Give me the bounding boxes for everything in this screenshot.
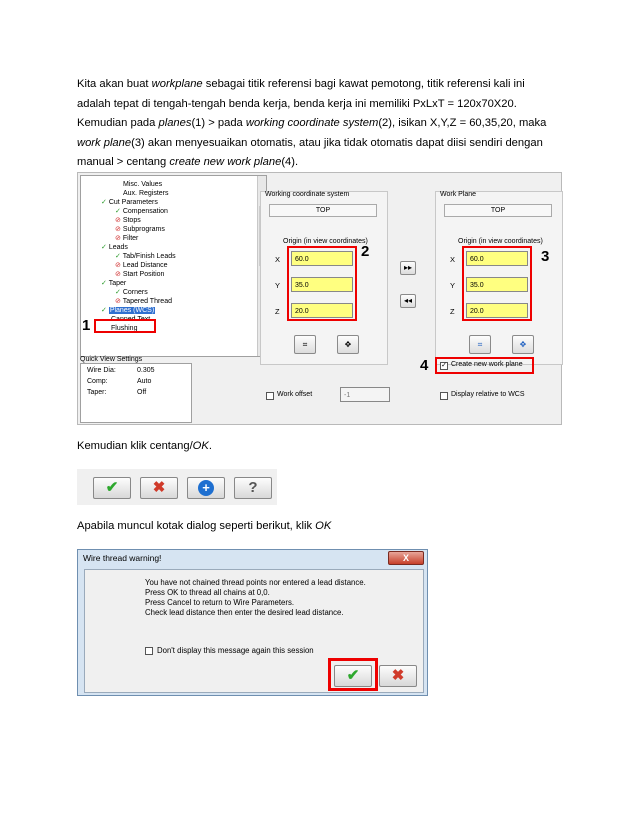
disabled-icon: ⊘ xyxy=(115,217,123,224)
wp-z-input[interactable]: 20.0 xyxy=(466,303,528,318)
work-offset-input[interactable]: -1 xyxy=(340,387,390,402)
x-icon: ✖ xyxy=(391,667,405,684)
dialog-message-line: Press OK to thread all chains at 0,0. xyxy=(145,588,270,597)
text-run: Kita akan buat xyxy=(77,78,152,90)
text-run: (3) akan menyesuaikan otomatis, atau jika tidak otomatis dapat diisi sendiri dengan manual > centang xyxy=(77,136,543,168)
check-icon: ✔ xyxy=(105,479,119,496)
qv-value: Auto xyxy=(137,378,152,385)
wcs-x-input[interactable]: 60.0 xyxy=(291,251,353,266)
display-relative-checkbox[interactable] xyxy=(440,392,448,400)
text-run-italic: OK xyxy=(315,520,332,532)
disabled-icon: ⊘ xyxy=(115,226,123,233)
wcs-y-input[interactable]: 35.0 xyxy=(291,277,353,292)
qv-key: Wire Dia: xyxy=(87,367,116,374)
wcs-view-field[interactable]: TOP xyxy=(269,204,377,217)
wcs-origin-label: Origin (in view coordinates) xyxy=(283,238,368,245)
tree-item-tab-finish-leads[interactable] xyxy=(115,252,176,261)
highlight-box-planes xyxy=(94,319,156,333)
text-run: sebagai titik referensi bagi kawat pemotong, titik referensi kali ini adalah tepat di tengah-tengah benda kerja, benda kerja ini memiliki PxLxT = 120x70X20. Kemudian pada xyxy=(77,78,525,129)
copy-left-button[interactable] xyxy=(400,294,416,308)
wcs-select-button[interactable] xyxy=(294,335,316,354)
tree-item-corners[interactable] xyxy=(115,288,148,297)
wp-select-button[interactable] xyxy=(469,335,491,354)
text-run-italic: workplane xyxy=(151,78,203,90)
marker-2: 2 xyxy=(361,243,370,260)
text-run: (4). xyxy=(281,156,299,168)
work-plane-panel xyxy=(435,191,563,365)
wcs-title: Working coordinate system xyxy=(265,191,350,198)
check-icon: ✓ xyxy=(101,307,109,314)
check-icon: ✓ xyxy=(101,199,109,206)
work-plane-title: Work Plane xyxy=(440,191,477,198)
wp-z-label: Z xyxy=(450,307,455,316)
dialog-instruction-paragraph xyxy=(77,517,557,537)
text-run: (2), isikan X,Y,Z = 60,35,20, maka xyxy=(378,117,547,129)
dialog-body xyxy=(84,569,424,693)
wp-move-button[interactable] xyxy=(512,335,534,354)
wcs-move-button[interactable] xyxy=(337,335,359,354)
ok-button[interactable] xyxy=(93,477,131,499)
x-icon: ✖ xyxy=(152,479,166,496)
text-run-italic: work plane xyxy=(77,136,132,149)
tree-item-aux-registers[interactable]: Aux. Registers xyxy=(123,190,169,197)
qv-key: Comp: xyxy=(87,378,108,385)
move-arrows-icon: ✥ xyxy=(519,340,527,349)
check-icon: ✓ xyxy=(101,244,109,251)
tree-item-filter[interactable] xyxy=(115,234,138,243)
copy-right-button[interactable] xyxy=(400,261,416,275)
tree-label: Lead Distance xyxy=(122,262,168,269)
step-ok-paragraph xyxy=(77,437,557,457)
highlight-box-work-plane xyxy=(462,246,532,321)
check-icon: ✓ xyxy=(101,280,109,287)
tree-item-misc-values[interactable]: Misc. Values xyxy=(123,181,163,188)
text-run-italic: OK xyxy=(192,440,209,452)
rewind-icon: ◂◂ xyxy=(403,296,413,305)
tree-label: Cut Parameters xyxy=(108,199,158,206)
dialog-ok-button[interactable] xyxy=(334,665,372,687)
disabled-icon: ⊘ xyxy=(115,271,123,278)
tree-label: Tab/Finish Leads xyxy=(122,253,176,260)
cancel-button[interactable] xyxy=(140,477,178,499)
button-bar-screenshot xyxy=(77,469,277,505)
wire-thread-warning-dialog xyxy=(77,549,428,696)
dialog-title: Wire thread warning! xyxy=(83,553,162,563)
dialog-message-line: You have not chained thread points nor entered a lead distance. xyxy=(145,578,366,587)
tree-label: Tapered Thread xyxy=(122,298,172,305)
tree-item-compensation[interactable] xyxy=(115,207,168,216)
tree-label: Leads xyxy=(108,244,128,251)
highlight-box-wcs xyxy=(287,246,357,321)
qv-value: Off xyxy=(137,389,147,396)
dont-display-checkbox[interactable] xyxy=(145,647,153,655)
check-icon: ✓ xyxy=(115,253,123,260)
add-button[interactable] xyxy=(187,477,225,499)
dialog-close-button[interactable]: X xyxy=(388,551,424,565)
move-arrows-icon: ✥ xyxy=(344,340,352,349)
work-plane-view-field[interactable]: TOP xyxy=(444,204,552,217)
display-relative-label: Display relative to WCS xyxy=(451,391,525,398)
wcs-z-label: Z xyxy=(275,307,280,316)
wire-parameters-screenshot xyxy=(77,172,562,425)
check-icon: ✓ xyxy=(115,289,123,296)
help-icon: ? xyxy=(248,479,258,496)
tree-item-stops[interactable] xyxy=(115,216,141,225)
plus-icon: + xyxy=(198,480,214,496)
disabled-icon: ⊘ xyxy=(115,298,123,305)
text-run: Kemudian klik centang/ xyxy=(77,440,193,452)
wcs-x-label: X xyxy=(275,255,281,264)
disabled-icon: ⊘ xyxy=(115,235,123,242)
tree-label: Start Position xyxy=(122,271,165,278)
text-run: (1) > pada xyxy=(191,117,246,129)
work-plane-origin-label: Origin (in view coordinates) xyxy=(458,238,543,245)
dialog-cancel-button[interactable] xyxy=(379,665,417,687)
tree-item-planes-wcs[interactable] xyxy=(101,306,155,315)
wp-y-input[interactable]: 35.0 xyxy=(466,277,528,292)
text-run: . xyxy=(208,440,212,452)
tree-label: Subprograms xyxy=(122,226,165,233)
quick-view-settings xyxy=(80,363,192,423)
tree-label: Planes (WCS) xyxy=(109,307,155,314)
create-work-plane-checkbox[interactable]: ✓ xyxy=(441,362,447,369)
wcs-panel xyxy=(260,191,388,365)
tree-label: Filter xyxy=(122,235,139,242)
tree-item-taper[interactable] xyxy=(101,279,126,288)
wcs-y-label: Y xyxy=(275,281,281,290)
text-run-italic: working coordinate system xyxy=(245,117,379,129)
tree-item-lead-distance[interactable] xyxy=(115,261,168,270)
tree-label: Taper xyxy=(108,280,127,287)
quick-view-title: Quick View Settings xyxy=(80,356,143,363)
wcs-z-input[interactable]: 20.0 xyxy=(291,303,353,318)
tree-item-cut-parameters[interactable] xyxy=(101,198,158,207)
fast-forward-icon: ▸▸ xyxy=(403,263,413,272)
wp-x-label: X xyxy=(450,255,456,264)
tree-item-start-position[interactable] xyxy=(115,270,164,279)
tree-label: Corners xyxy=(122,289,148,296)
tree-item-flushing[interactable]: Flushing xyxy=(111,325,138,332)
create-work-plane-label: Create new work plane xyxy=(451,361,523,368)
tree-label: Compensation xyxy=(122,208,168,215)
help-button[interactable] xyxy=(234,477,272,499)
work-offset-checkbox[interactable] xyxy=(266,392,274,400)
text-run-italic: create new work plane xyxy=(169,156,282,168)
marker-3: 3 xyxy=(541,248,550,265)
wp-x-input[interactable]: 60.0 xyxy=(466,251,528,266)
tree-label: Stops xyxy=(122,217,141,224)
tree-item-subprograms[interactable] xyxy=(115,225,165,234)
marker-4: 4 xyxy=(420,357,429,374)
tree-item-tapered-thread[interactable] xyxy=(115,297,172,306)
check-icon: ✓ xyxy=(115,208,123,215)
text-run: Apabila muncul kotak dialog seperti berikut, klik xyxy=(77,520,316,532)
grid-icon: ⌗ xyxy=(302,340,308,349)
dont-display-label: Don't display this message again this session xyxy=(157,646,314,655)
tree-item-leads[interactable] xyxy=(101,243,128,252)
dialog-message-line: Check lead distance then enter the desired lead distance. xyxy=(145,608,344,617)
grid-icon: ⌗ xyxy=(477,340,483,349)
dialog-message-line: Press Cancel to return to Wire Parameters. xyxy=(145,598,295,607)
work-offset-label: Work offset xyxy=(277,391,313,398)
qv-value: 0.305 xyxy=(137,367,155,374)
marker-1: 1 xyxy=(82,317,91,334)
check-icon: ✔ xyxy=(346,667,360,684)
text-run-italic: planes xyxy=(158,117,192,129)
tree-item-canned-text[interactable]: Canned Text xyxy=(111,316,151,323)
intro-paragraph xyxy=(77,75,557,173)
wp-y-label: Y xyxy=(450,281,456,290)
disabled-icon: ⊘ xyxy=(115,262,123,269)
qv-key: Taper: xyxy=(87,389,107,396)
